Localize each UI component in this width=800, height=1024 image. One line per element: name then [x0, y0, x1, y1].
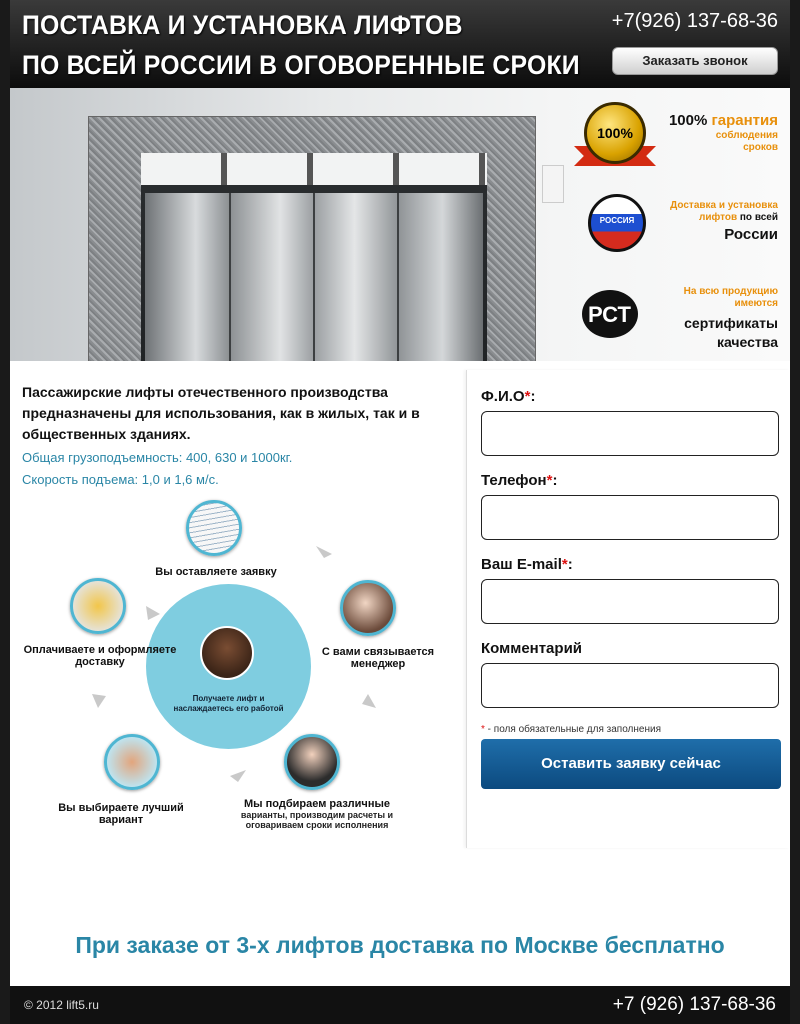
wall-switch-image [542, 165, 564, 203]
arrow-icon [316, 546, 332, 558]
rst-certification-icon [580, 288, 646, 340]
step1-label: Вы оставляете заявку [155, 566, 277, 578]
process-diagram [16, 494, 460, 844]
speed-text: Скорость подъема: 1,0 и 1,6 м/с. [22, 472, 219, 487]
door-seam [313, 193, 315, 361]
phone-label: Телефон*: [481, 472, 558, 489]
landing-page [10, 0, 790, 1024]
elevator-ceiling-lights [141, 153, 487, 185]
delivery-title: России [724, 226, 778, 243]
submit-button[interactable]: Оставить заявку сейчас [481, 739, 781, 789]
comment-label: Комментарий [481, 640, 583, 657]
phone-field[interactable] [481, 495, 779, 540]
required-note: * - поля обязательные для заполнения [481, 724, 661, 735]
arrow-icon [362, 694, 376, 708]
delivery-subtitle: Доставка и установка лифтов по всей [670, 200, 778, 223]
process-arrows [16, 494, 460, 844]
delivery-badge [570, 180, 790, 270]
step4-label: Вы выбираете лучший вариант [58, 802, 184, 826]
arrow-icon [230, 770, 246, 782]
page-title [22, 5, 580, 85]
copyright: © 2012 lift5.ru [24, 998, 99, 1012]
certificates-title: сертификаты качества [684, 315, 778, 350]
door-seam [397, 193, 399, 361]
guarantee-badge [570, 88, 790, 178]
step3-label: Мы подбираем различные [244, 798, 390, 810]
center-step-label: Получаете лифт и наслаждаетесь его работой [173, 694, 284, 713]
header-phone[interactable]: +7(926) 137-68-36 [611, 10, 778, 32]
promo-text: При заказе от 3-х лифтов доставка по Москве бесплатно [75, 932, 725, 958]
header [10, 0, 790, 88]
guarantee-subtitle: соблюдения сроков [715, 130, 778, 153]
name-field[interactable] [481, 411, 779, 456]
step5-label: Оплачиваете и оформляете доставку [23, 644, 177, 668]
callback-button[interactable]: Заказать звонок [612, 47, 778, 75]
title-line-2: ПО ВСЕЙ РОССИИ В ОГОВОРЕННЫЕ СРОКИ [22, 50, 580, 80]
footer [10, 986, 790, 1024]
guarantee-seal-icon: 100% [584, 102, 646, 164]
footer-phone[interactable]: +7 (926) 137-68-36 [612, 994, 776, 1015]
hero-banner [10, 88, 790, 361]
certificates-subtitle: На всю продукцию имеются [683, 286, 778, 309]
name-label: Ф.И.О*: [481, 388, 536, 405]
email-label: Ваш E-mail*: [481, 556, 573, 573]
door-seam [229, 193, 231, 361]
arrow-icon [146, 606, 160, 620]
elevator-image [88, 116, 536, 361]
guarantee-title: 100% гарантия [668, 112, 778, 129]
certificates-badge [570, 268, 790, 360]
order-form [466, 370, 790, 848]
step2-label: С вами связывается менеджер [321, 646, 435, 670]
comment-field[interactable] [481, 663, 779, 708]
email-field[interactable] [481, 579, 779, 624]
intro-text: Пассажирские лифты отечественного производства предназначены для использования, как в жилых, так и в общественных зданиях. [22, 384, 420, 442]
russia-flag-icon: РОССИЯ [588, 194, 646, 252]
svg-text:РСТ: РСТ [588, 302, 631, 327]
title-line-1: ПОСТАВКА И УСТАНОВКА ЛИФТОВ [22, 10, 463, 40]
capacity-text: Общая грузоподъемность: 400, 630 и 1000кг. [22, 450, 293, 465]
elevator-cabin [141, 153, 487, 361]
arrow-icon [92, 694, 106, 708]
step3-sublabel: варианты, производим расчеты и оговариваем сроки исполнения [240, 810, 394, 830]
